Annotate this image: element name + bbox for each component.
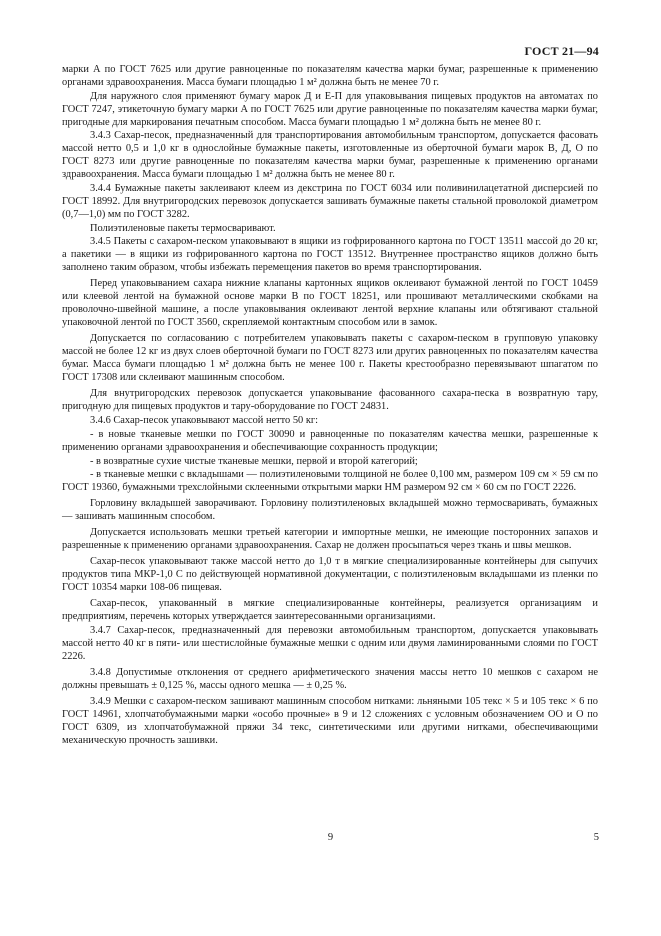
paragraph: марки А по ГОСТ 7625 или другие равноценные по показателям качества марки бумаг, разрешенные к применению органами здравоохранения. Масса бумаги площадью 1 м² должна быть не менее 70 г. — [62, 64, 598, 88]
paragraph: 3.4.3 Сахар-песок, предназначенный для транспортирования автомобильным транспортом, допускается фасовать массой нетто 0,5 и 1,0 кг в однослойные бумажные пакеты, изготовленные из оберточной бумаги марок В, Д, О по ГОСТ 8273 или другие равноценные по показателям качества марки бумаг, разрешенные к применению органами здравоохранения. Масса бумаги площадью 1 м² должна быть не менее 80 г. — [62, 130, 598, 181]
list-item: - в тканевые мешки с вкладышами — полиэтиленовыми толщиной не более 0,100 мм, размером 109 см × 59 см по ГОСТ 19360, бумажными трехслойными склеенными открытыми марки НМ размером 92 см × 60 см по ГОСТ 2226. — [62, 469, 598, 494]
paragraph: 3.4.9 Мешки с сахаром-песком зашивают машинным способом нитками: льняными 105 текс × 5 и 105 текс × 6 по ГОСТ 14961, хлопчатобумажными марки «особо прочные» в 9 и 12 сложениях с условным обозначением ОО и О по ГОСТ 6309, из хлопчатобумажной пряжи 34 текс, синтетическими или другими нитками, обеспечивающими механическую прочность зашивки. — [62, 695, 598, 746]
document-body — [62, 63, 598, 748]
document-code-header: ГОСТ 21—94 — [524, 44, 599, 58]
paragraph: 3.4.8 Допустимые отклонения от среднего арифметического значения массы нетто 10 мешков с сахаром не должны превышать ± 0,125 %, массы одного мешка — ± 0,25 %. — [62, 666, 598, 691]
paragraph: 3.4.5 Пакеты с сахаром-песком упаковывают в ящики из гофрированного картона по ГОСТ 13511 массой до 20 кг, а пакетики — в ящики из гофрированного картона по ГОСТ 13512. Внутреннее пространство ящиков должно быть заполнено таким образом, чтобы избежать перемещения пакетов во время транспортирования. — [62, 236, 598, 274]
paragraph: Допускается по согласованию с потребителем упаковывать пакеты с сахаром-песком в групповую упаковку массой не более 12 кг из двух слоев оберточной бумаги по ГОСТ 8273 или других равноценных по показателям качества бумаг. Масса бумаги площадью 1 м² должна быть не менее 100 г. Пакеты крестообразно перевязывают шпагатом по ГОСТ 17308 или склеивают машинным способом. — [62, 333, 598, 384]
page-number-corner: 5 — [593, 832, 599, 843]
page-number-center: 9 — [327, 832, 334, 843]
paragraph: 3.4.7 Сахар-песок, предназначенный для перевозки автомобильным транспортом, допускается упаковывать массой нетто 40 кг в пяти- или шестислойные бумажные мешки с одним или двумя ламинированными слоями по ГОСТ 2226. — [62, 624, 598, 662]
paragraph: 3.4.6 Сахар-песок упаковывают массой нетто 50 кг: — [90, 415, 319, 427]
paragraph: Перед упаковыванием сахара нижние клапаны картонных ящиков оклеивают бумажной лентой по ГОСТ 10459 или клеевой лентой на бумажной основе марки В по ГОСТ 18251, или прошивают металлическими скобками на проволочно-швейной машине, а после упаковывания оклеивают лентой верхние клапаны или обтягивают стальной упаковочной лентой по ГОСТ 3560, скрепляемой контактным способом или в замок. — [62, 278, 598, 329]
paragraph: Для наружного слоя применяют бумагу марок Д и Е-П для упаковывания пищевых продуктов на автоматах по ГОСТ 7247, этикеточную бумагу марки А по ГОСТ 7625 или другие равноценные по показателям качества марки бумаг, пригодные для маркирования печатным способом. Масса бумаги площадью 1 м² должна быть не менее 80 г. — [62, 90, 598, 128]
paragraph: Горловину вкладышей заворачивают. Горловину полиэтиленовых вкладышей можно термосваривать, бумажных — зашивать машинным способом. — [62, 498, 598, 523]
list-item: - в возвратные сухие чистые тканевые мешки, первой и второй категорий; — [90, 455, 418, 467]
paragraph: Полиэтиленовые пакеты термосваривают. — [90, 222, 276, 234]
paragraph: Для внутригородских перевозок допускается упаковывание фасованного сахара-песка в возвратную тару, пригодную для пищевых продуктов и тару-оборудование по ГОСТ 24831. — [62, 388, 598, 413]
paragraph: 3.4.4 Бумажные пакеты заклеивают клеем из декстрина по ГОСТ 6034 или поливинилацетатной дисперсией по ГОСТ 18992. Для внутригородских перевозок допускается зашивать бумажные пакеты стальной проволокой диаметром (0,7—1,0) мм по ГОСТ 3282. — [62, 183, 598, 221]
list-item: - в новые тканевые мешки по ГОСТ 30090 и равноценные по показателям качества мешки, разрешенные к применению органами здравоохранения и обеспечивающие сохранность продукции; — [62, 428, 598, 453]
paragraph: Сахар-песок упаковывают также массой нетто до 1,0 т в мягкие специализированные контейнеры для сыпучих продуктов типа МКР-1,0 С по действующей нормативной документации, с полиэтиленовым вкладышами из пленки по ГОСТ 10354 марки 108-06 пищевая. — [62, 556, 598, 594]
paragraph: Допускается использовать мешки третьей категории и импортные мешки, не имеющие посторонних запахов и разрешенные к применению органами здравоохранения. Сахар не должен просыпаться через ткань и швы мешков. — [62, 527, 598, 552]
paragraph: Сахар-песок, упакованный в мягкие специализированные контейнеры, реализуется организациям и предприятиям, перечень которых утверждается заинтересованными организациями. — [62, 598, 598, 623]
